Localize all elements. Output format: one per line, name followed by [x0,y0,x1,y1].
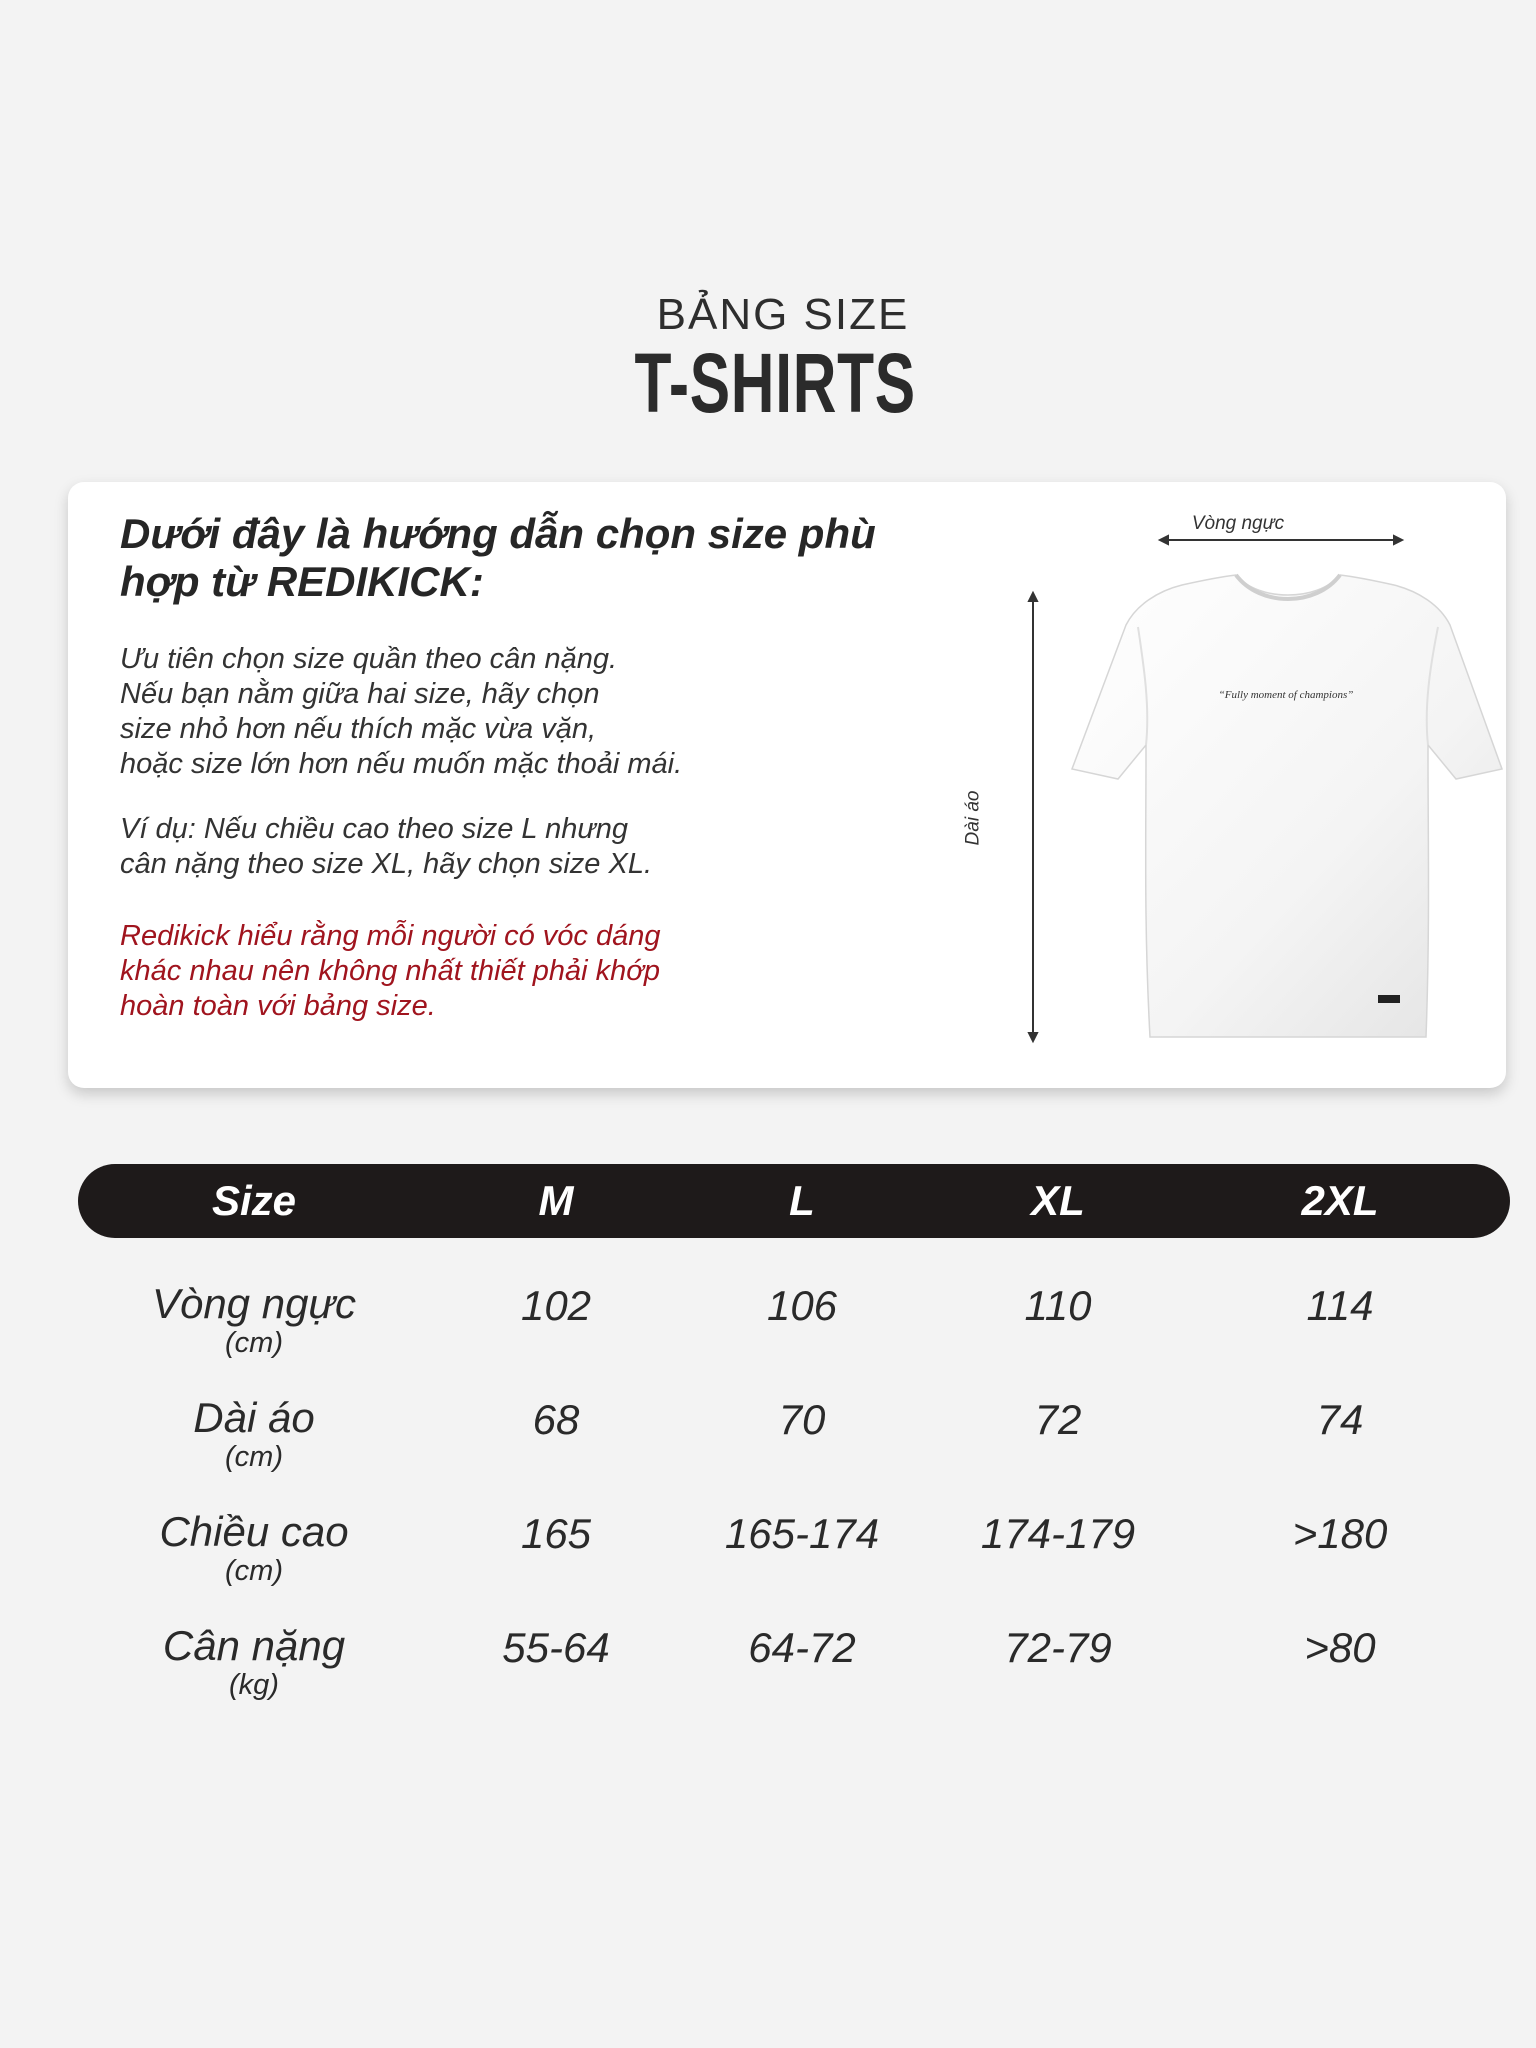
size-guide-card [68,482,1506,1088]
size-guide-subtitle: BẢNG SIZE [656,290,910,339]
column-header-m: M [538,1177,574,1224]
column-header-l: L [789,1177,815,1224]
length-arrow [1029,593,1037,1041]
chest-arrow [1160,536,1402,544]
table-cell: 110 [1024,1282,1092,1329]
table-cell: 55-64 [502,1624,610,1671]
row-unit: (cm) [225,1327,283,1359]
column-header-size: Size [211,1177,297,1224]
guide-paragraph-weight: Ưu tiên chọn size quần theo cân nặng. Nếu bạn nằm giữa hai size, hãy chọn size nhỏ hơn nếu thích mặc vừa vặn, hoặc size lớn hơn nếu muốn mặc thoải mái. [120,643,683,780]
tshirt-illustration [968,507,1508,1077]
table-row [78,1280,1510,1394]
table-cell: 72 [1034,1396,1082,1443]
guide-heading: Dưới đây là hướng dẫn chọn size phù hợp từ REDIKICK: [120,510,876,605]
row-unit: (cm) [225,1441,283,1473]
brand-tag [1378,995,1400,1003]
table-row [78,1394,1510,1508]
table-cell: 74 [1316,1396,1364,1443]
row-unit: (cm) [225,1555,283,1587]
table-cell: 64-72 [748,1624,856,1671]
table-cell: 102 [520,1282,592,1329]
size-table-header [78,1164,1510,1238]
table-cell: >180 [1292,1510,1388,1557]
guide-note: Redikick hiểu rằng mỗi người có vóc dáng khác nhau nên không nhất thiết phải khớp hoàn toàn với bảng size. [120,920,661,1022]
row-label [94,1394,414,1472]
row-title: Chiều cao [159,1508,349,1555]
row-label [94,1508,414,1586]
row-title: Cân nặng [162,1622,346,1669]
row-title: Dài áo [193,1394,315,1441]
table-row [78,1622,1510,1736]
table-cell: 165-174 [724,1510,880,1557]
row-label [94,1622,414,1700]
table-cell: 106 [766,1282,838,1329]
size-table-body [78,1280,1510,1736]
chest-measurement-label: Vòng ngực [1191,513,1285,534]
tshirt-measurement-diagram [962,507,1508,1077]
table-cell: 165 [520,1510,592,1557]
shirt-print-text: “Fully moment of champions” [1218,689,1354,701]
row-unit: (kg) [229,1669,279,1701]
table-cell: 174-179 [980,1510,1136,1557]
row-title: Vòng ngực [151,1280,357,1327]
length-measurement-label: Dài áo [962,790,984,846]
guide-paragraph-example: Ví dụ: Nếu chiều cao theo size L nhưng cân nặng theo size XL, hãy chọn size XL. [120,813,653,880]
table-cell: 68 [532,1396,580,1443]
tshirt-body [1072,575,1502,1037]
size-guide-title: T-SHIRTS [634,336,916,430]
table-cell: 72-79 [1004,1624,1112,1671]
table-row [78,1508,1510,1622]
table-cell: 70 [778,1396,826,1443]
size-table [78,1164,1510,1736]
table-cell: >80 [1304,1624,1376,1671]
column-header-2xl: 2XL [1301,1177,1379,1224]
table-cell: 114 [1306,1282,1374,1329]
column-header-xl: XL [1031,1177,1085,1224]
row-label [94,1280,414,1358]
